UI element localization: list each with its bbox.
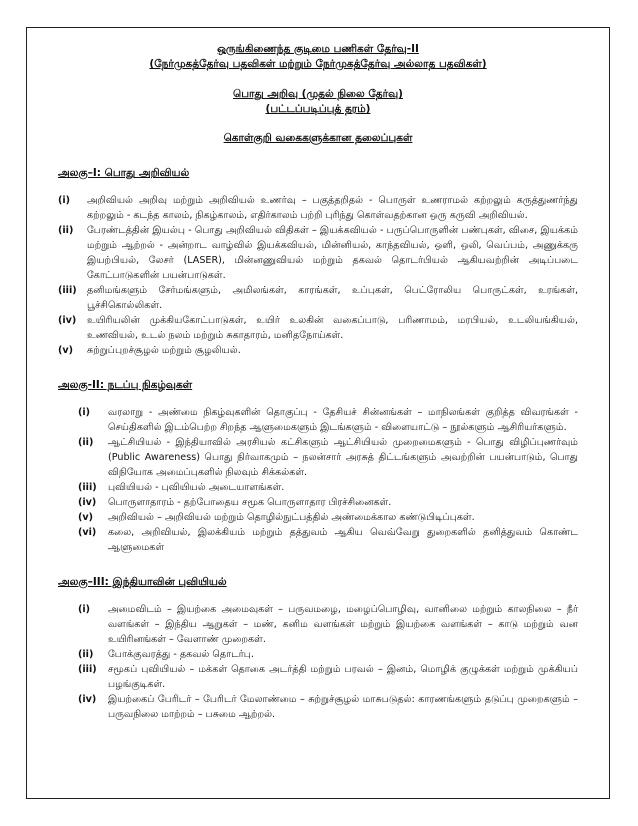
item-text: இயற்கைப் பேரிடர் – பேரிடர் மேலாண்மை – சுற்றுச்சூழல் மாசுபடுதல்: காரணங்களும் தடுப்பு முறைகளும் – பருவநிலை மாற்றம் – பசுமை ஆற்றல். (108, 694, 578, 720)
item-marker: (i) (58, 195, 71, 206)
item-text: வரலாறு - அண்மை நிகழ்வுகளின் தொகுப்பு - தேசியச் சின்னங்கள் – மாநிலங்கள் குறித்த விவரங்கள் - செய்திகளில் இடம்பெற்ற சிறந்த ஆளுமைகளும் இடங்களும் - விளையாட்டு – நூல்களும் ஆசிரியர்களும். (108, 407, 578, 433)
item-marker: (iv) (78, 497, 97, 508)
item-text: தனிமங்களும் சேர்மங்களும், அமிலங்கள், காரங்கள், உப்புகள், பெட்ரோலிய பொருட்கள், உரங்கள், பூச்சிகொல்லிகள். (87, 285, 578, 311)
item-marker: (v) (58, 345, 74, 356)
item-marker: (iv) (58, 315, 77, 326)
item-marker: (iii) (58, 285, 77, 296)
item-marker: (v) (78, 512, 94, 523)
item-marker: (ii) (78, 437, 94, 448)
item-text: பொருளாதாரம் - தற்போதைய சமூக பொருளாதார பிரச்சினைகள். (108, 497, 392, 508)
list-item (78, 647, 578, 662)
item-text: அறிவியல் – அறிவியல் மற்றும் தொழில்நுட்பத்தில் அண்மைக்கால கண்டுபிடிப்புகள். (108, 512, 475, 523)
item-text: பேரண்டத்தின் இயல்பு - பொது அறிவியல் விதிகள் – இயக்கவியல் - பருப்பொருளின் பண்புகள், விசை, இயக்கம் மற்றும் ஆற்றல் - அன்றாட வாழ்வில் இயக்கவியல், மின்னியல், காந்தவியல், ஒளி, ஒலி, வெப்பம், அணுக்கரு இயற்பியல், லேசர் (LASER), மின்னணுவியல் மற்றும் தகவல் தொடர்பியல் ஆகியவற்றின் அடிப்படை கோட்பாடுகளின் பயன்பாடுகள். (87, 225, 578, 281)
item-text: அறிவியல் அறிவு மற்றும் அறிவியல் உணர்வு – பகுத்தறிதல் - பொருள் உணராமல் கற்றலும் கருத்துணர்ந்து கற்றலும் - கடந்த காலம், நிகழ்காலம், எதிர்காலம் பற்றி புரிந்து கொள்வதற்கான ஒரு கருவி அறிவியல். (87, 195, 578, 221)
exam-title: ஒருங்கிணைந்த குடிமை பணிகள் தேர்வு-II (217, 43, 419, 55)
item-marker: (i) (78, 604, 91, 615)
item-text: புவியியல் - புவியியல் அடையாளங்கள். (108, 482, 285, 493)
list-item (78, 510, 578, 525)
document-body (58, 42, 578, 722)
item-marker: (iv) (78, 694, 97, 705)
unit-heading: அலகு–I: பொது அறிவியல் (58, 167, 190, 179)
item-marker: (ii) (78, 649, 94, 660)
list-item (58, 193, 578, 223)
unit-items (58, 193, 578, 358)
unit-items (78, 405, 578, 555)
unit-items (78, 602, 578, 722)
unit-1 (58, 166, 578, 358)
list-item (58, 283, 578, 313)
list-item (78, 662, 578, 692)
unit-heading: அலகு–III: இந்தியாவின் புவியியல் (58, 576, 227, 588)
item-text: போக்குவரத்து - தகவல் தொடர்பு. (108, 649, 254, 660)
item-text: அமைவிடம் – இயற்கை அமைவுகள் – பருவமழை, மழைப்பொழிவு, வானிலை மற்றும் காலநிலை – நீர் வளங்கள் – இந்திய ஆறுகள் – மண், கனிம வளங்கள் மற்றும் இயற்கை வளங்கள் – காடு மற்றும் வன உயிரினங்கள் – வேளாண் முறைகள். (108, 604, 578, 645)
list-item (78, 692, 578, 722)
paper-title: பொது அறிவு (முதல் நிலை தேர்வு) (233, 88, 403, 100)
item-marker: (vi) (78, 527, 97, 538)
item-text: உயிரியலின் முக்கியகோட்பாடுகள், உயிர் உலகின் வகைப்பாடு, பரிணாமம், மரபியல், உடலியங்கியல், உணவியல், உடல் நலம் மற்றும் சுகாதாரம், மனிதநோய்கள். (87, 315, 578, 341)
paper-level: (பட்டப்படிப்புத் தரம்) (265, 103, 371, 115)
item-text: கலை, அறிவியல், இலக்கியம் மற்றும் தத்துவம் ஆகிய வெவ்வேறு துறைகளில் தனித்துவம் கொண்ட ஆளுமைகள் (108, 527, 578, 553)
list-item (78, 602, 578, 647)
item-text: சமூகப் புவியியல் – மக்கள் தொகை அடர்த்தி மற்றும் பரவல் – இனம், மொழிக் குழுக்கள் மற்றும் முக்கியப் பழங்குடிகள். (108, 664, 578, 690)
unit-3 (58, 575, 578, 722)
item-marker: (iii) (78, 482, 97, 493)
item-marker: (iii) (78, 664, 97, 675)
list-item (78, 405, 578, 435)
list-item (58, 223, 578, 283)
list-item (78, 495, 578, 510)
list-item (78, 480, 578, 495)
list-item (58, 313, 578, 343)
item-marker: (i) (78, 407, 91, 418)
item-text: சுற்றுப்புறச்சூழல் மற்றும் சூழலியல். (87, 345, 241, 356)
list-item (78, 435, 578, 480)
list-item (78, 525, 578, 555)
exam-subtitle: (நேர்முகத்தேர்வு பதவிகள் மற்றும் நேர்முகத்தேர்வு அல்லாத பதவிகள்) (149, 58, 487, 70)
item-marker: (ii) (58, 225, 74, 236)
topics-heading: கொள்குறி வகைகளுக்கான தலைப்புகள் (223, 132, 413, 144)
unit-heading: அலகு-II: நடப்பு நிகழ்வுகள் (58, 379, 193, 391)
list-item (58, 343, 578, 358)
unit-2 (58, 378, 578, 555)
item-text: ஆட்சியியல் - இந்தியாவில் அரசியல் கட்சிகளும் ஆட்சியியல் முறைமைகளும் - பொது விழிப்புணர்வும் (Public Awareness) பொது நிர்வாகமும் – நலன்சார் அரசுத் திட்டங்களும் அவற்றின் பயன்பாடும், பொது விநியோக அமைப்புகளில் நிலவும் சிக்கல்கள். (108, 437, 578, 478)
